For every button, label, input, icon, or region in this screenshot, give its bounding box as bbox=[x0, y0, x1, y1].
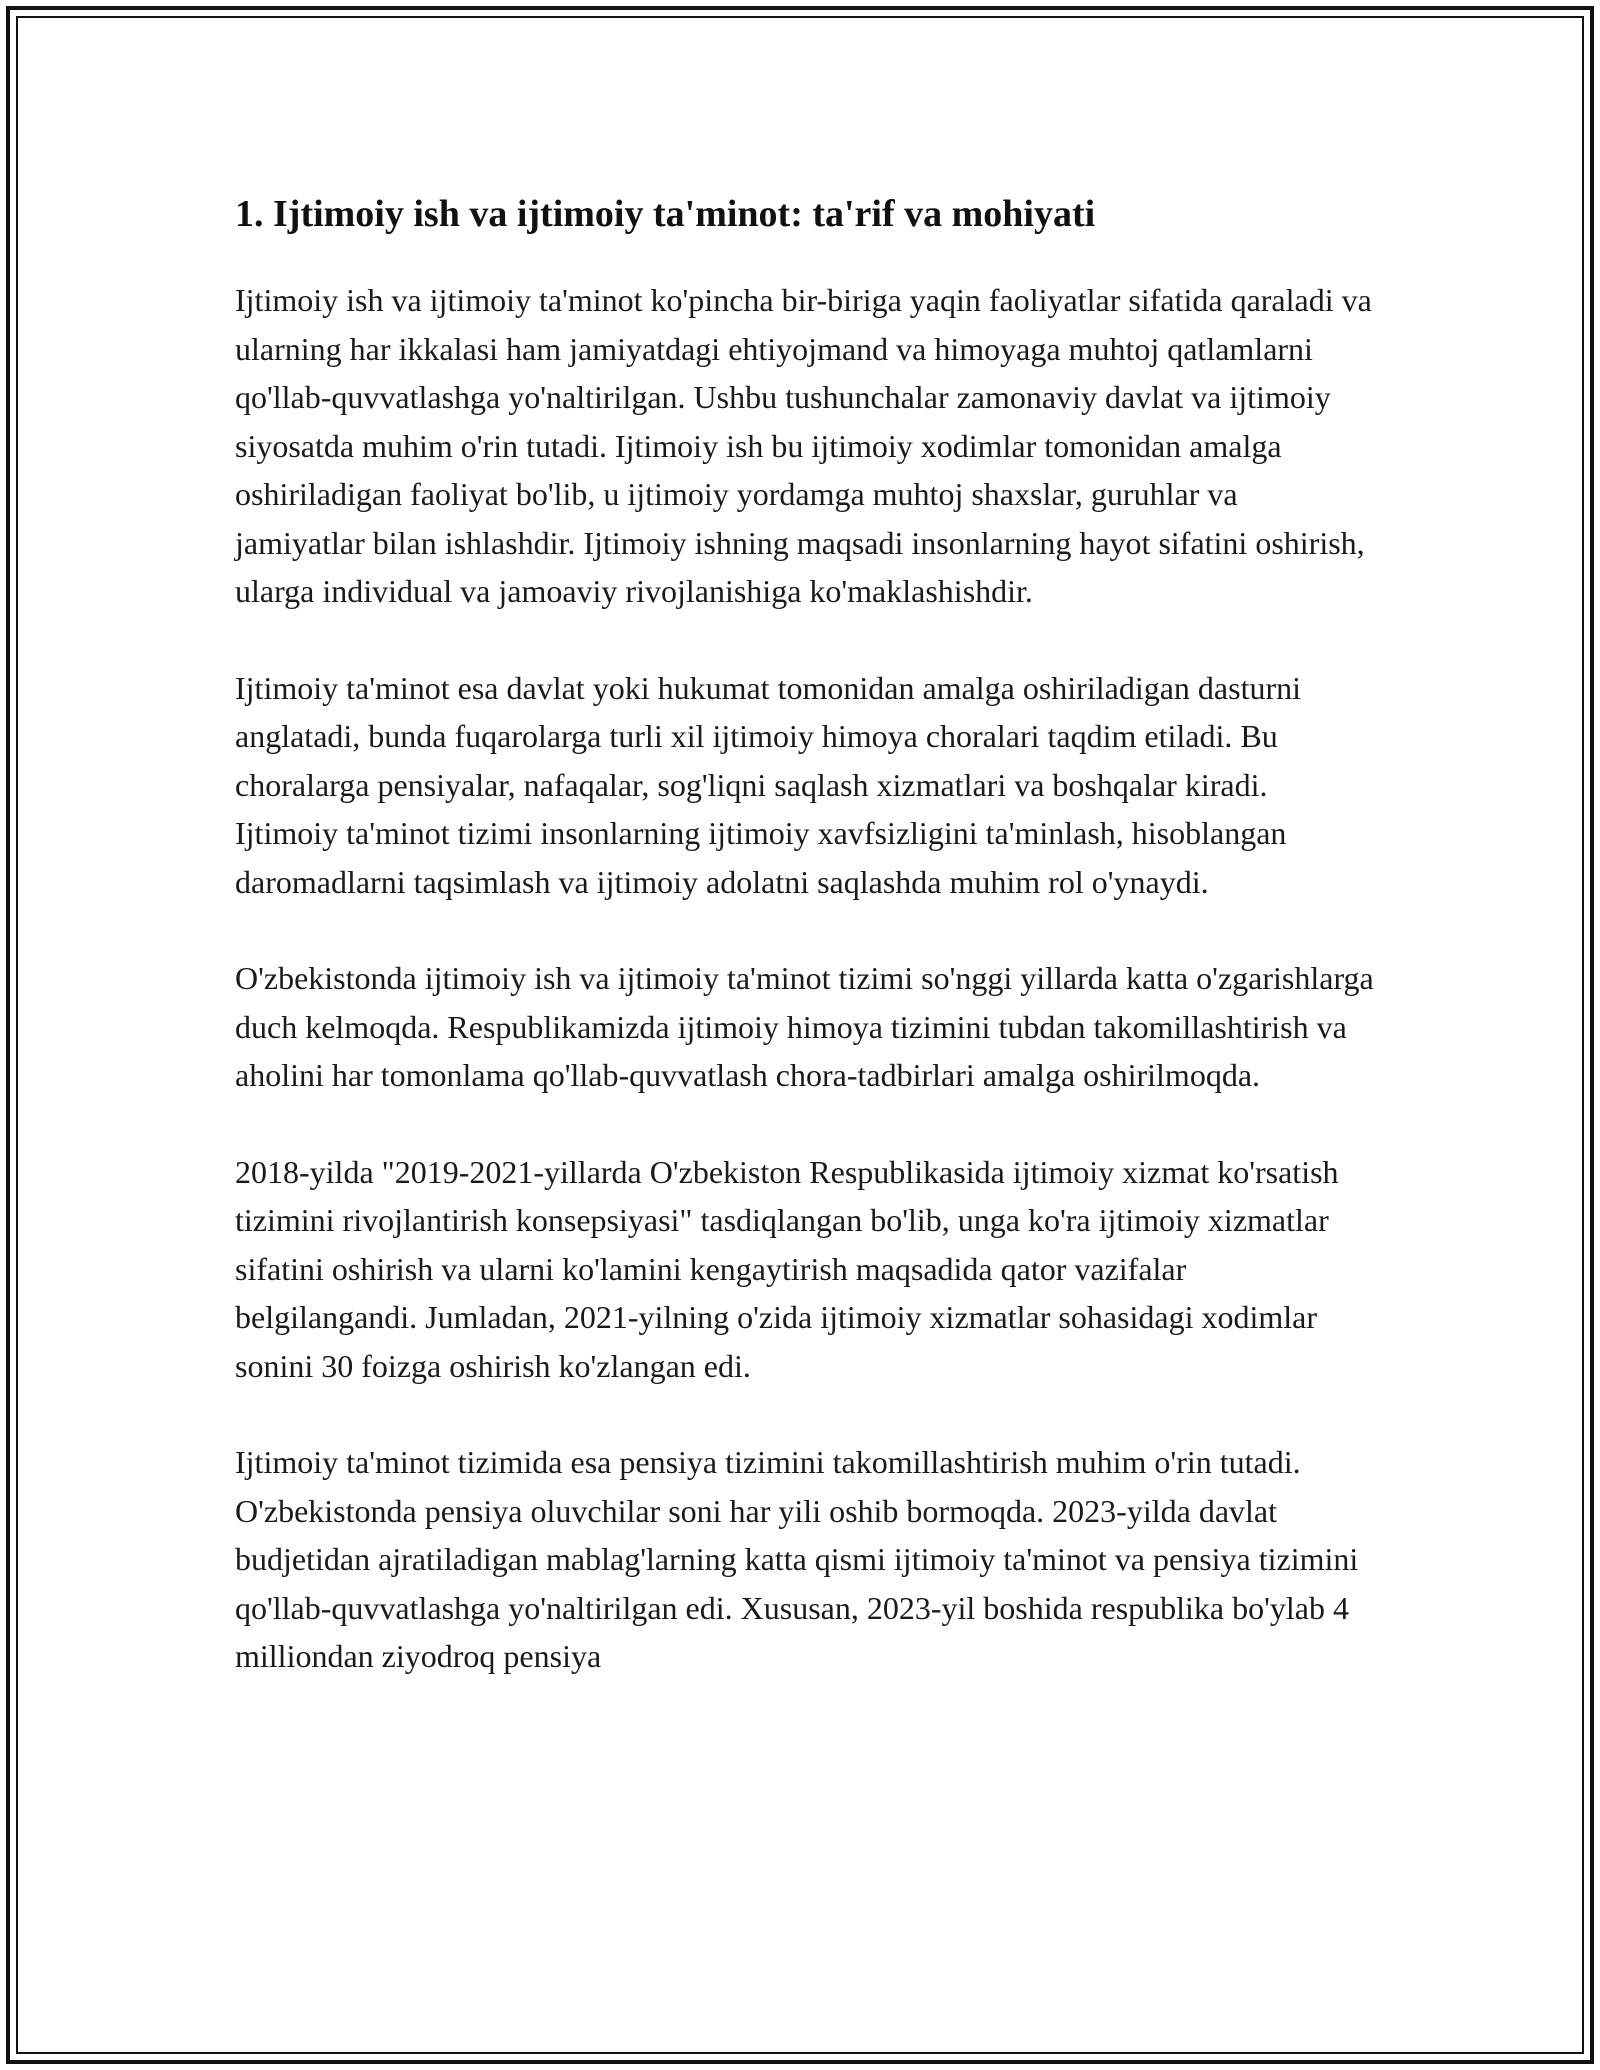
paragraph-5: Ijtimoiy ta'minot tizimida esa pensiya tizimini takomillashtirish muhim o'rin tutadi. O'zbekistonda pensiya oluvchilar soni har yili oshib bormoqda. 2023-yilda davlat budjetidan ajratiladigan mablag'larning katta qismi ijtimoiy ta'minot va pensiya tizimini qo'llab-quvvatlashga yo'naltirilgan edi. Xususan, 2023-yil boshida respublika bo'ylab 4 milliondan ziyodroq pensiya bbox=[235, 1444, 1359, 1674]
paragraph-3: O'zbekistonda ijtimoiy ish va ijtimoiy ta'minot tizimi so'nggi yillarda katta o'zgarishlarga duch kelmoqda. Respublikamizda ijtimoiy himoya tizimini tubdan takomillashtirish va aholini har tomonlama qo'llab-quvvatlash chora-tadbirlari amalga oshirilmoqda. bbox=[235, 960, 1374, 1093]
section-heading: 1. Ijtimoiy ish va ijtimoiy ta'minot: ta'rif va mohiyati bbox=[235, 193, 1096, 235]
paragraph-4: 2018-yilda "2019-2021-yillarda O'zbekiston Respublikasida ijtimoiy xizmat ko'rsatish tizimini rivojlantirish konsepsiyasi" tasdiqlangan bo'lib, unga ko'ra ijtimoiy xizmatlar sifatini oshirish va ularni ko'lamini kengaytirish maqsadida qator vazifalar belgilangandi. Jumladan, 2021-yilning o'zida ijtimoiy xizmatlar sohasidagi xodimlar sonini 30 foizga oshirish ko'zlangan edi. bbox=[235, 1153, 1339, 1384]
paragraph-1: Ijtimoiy ish va ijtimoiy ta'minot ko'pincha bir-biriga yaqin faoliyatlar sifatida qaraladi va ularning har ikkalasi ham jamiyatdagi ehtiyojmand va himoyaga muhtoj qatlamlarni qo'llab-quvvatlashga yo'naltirilgan. Ushbu tushunchalar zamonaviy davlat va ijtimoiy siyosatda muhim o'rin tutadi. Ijtimoiy ish bu ijtimoiy xodimlar tomonidan amalga oshiriladigan faoliyat bo'lib, u ijtimoiy yordamga muhtoj shaxslar, guruhlar va jamiyatlar bilan ishlashdir. Ijtimoiy ishning maqsadi insonlarning hayot sifatini oshirish, ularga individual va jamoaviy rivojlanishiga ko'maklashishdir. bbox=[235, 282, 1372, 609]
paragraph-2: Ijtimoiy ta'minot esa davlat yoki hukumat tomonidan amalga oshiriladigan dasturni anglatadi, bunda fuqarolarga turli xil ijtimoiy himoya choralari taqdim etiladi. Bu choralarga pensiyalar, nafaqalar, sog'liqni saqlash xizmatlari va boshqalar kiradi. Ijtimoiy ta'minot tizimi insonlarning ijtimoiy xavfsizligini ta'minlash, hisoblangan daromadlarni taqsimlash va ijtimoiy adolatni saqlashda muhim rol o'ynaydi. bbox=[235, 669, 1301, 900]
document-body bbox=[235, 184, 1375, 1681]
